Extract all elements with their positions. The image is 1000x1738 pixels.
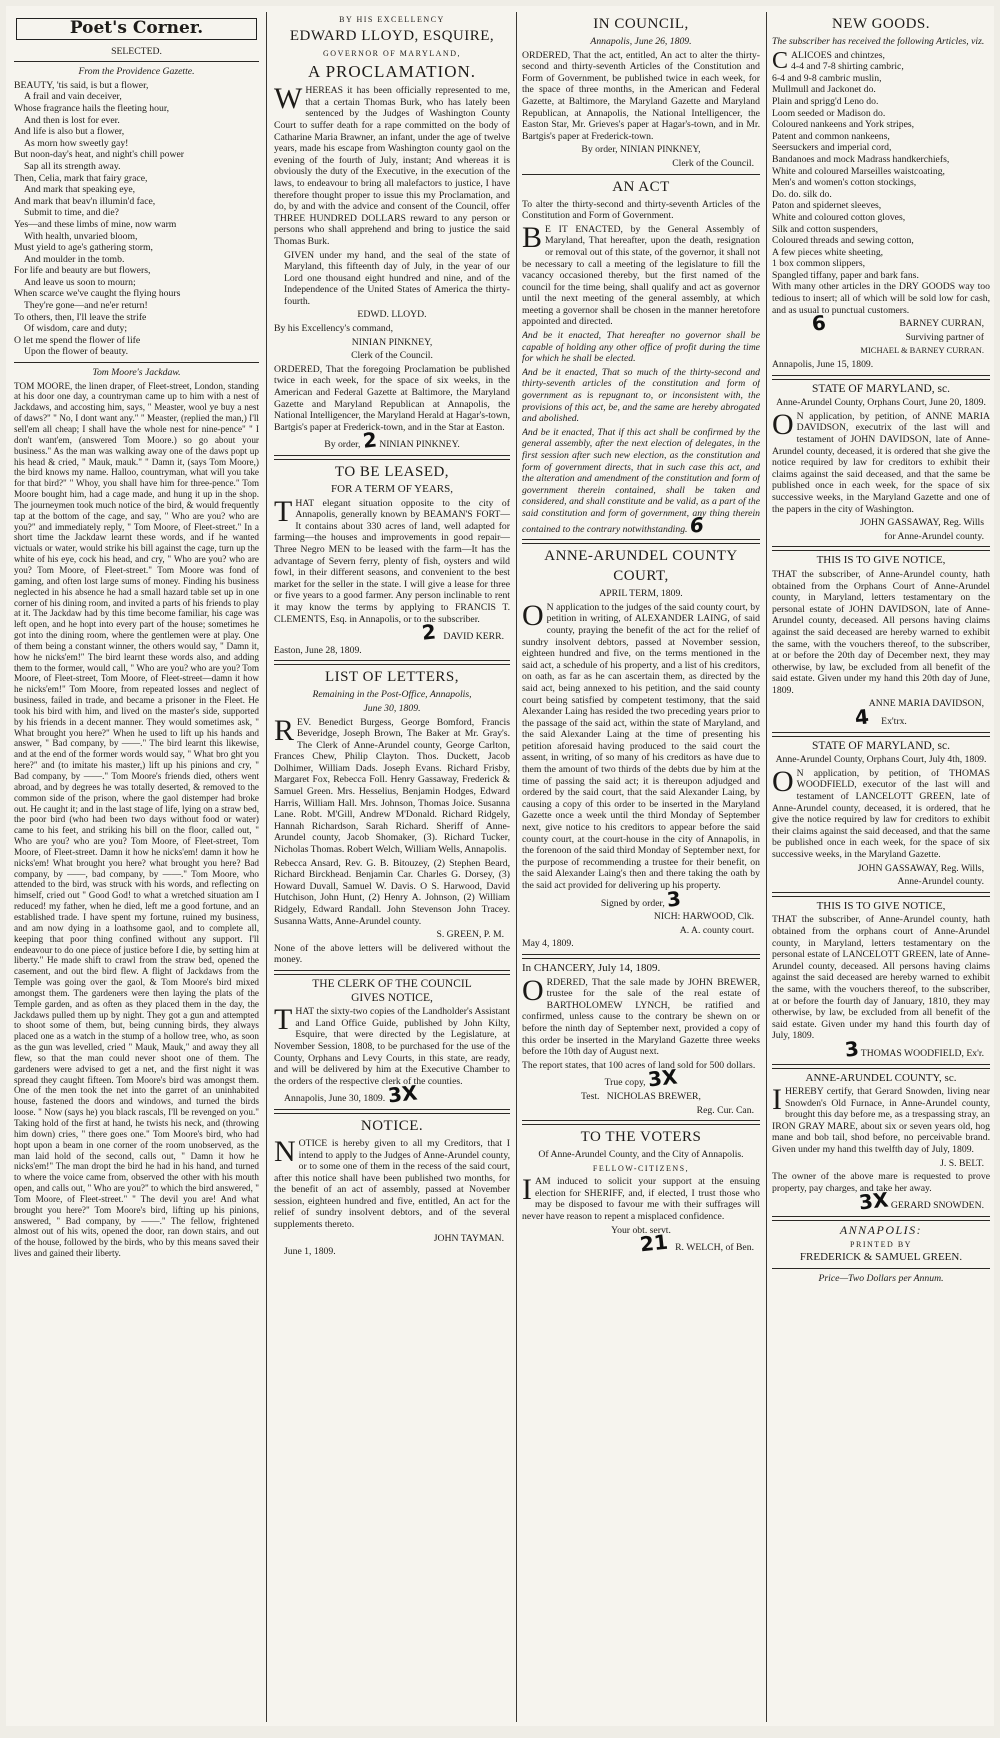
give-notice-title: THIS IS TO GIVE NOTICE, bbox=[816, 554, 946, 567]
poem-source: From the Providence Gazette. bbox=[78, 66, 195, 78]
handwritten-mark: 4 bbox=[853, 704, 871, 730]
lease-subtitle: FOR A TERM OF YEARS, bbox=[331, 483, 453, 495]
verse-line: Of wisdom, care and duty; bbox=[24, 323, 128, 335]
drop-cap: R bbox=[274, 713, 295, 747]
proclamation-body bbox=[274, 82, 510, 247]
clerk-notice-date bbox=[274, 1080, 510, 1108]
clerk-notice-text: HAT the sixty-two copies of the Landholder's Assistant and Land Office Guide, published by John Kilty, Esquire, that were directed by the Legislature, at November Session, 1808, to be purchased for the use of the County, Orphans and Levy Courts, in this state, are ready, and will be delivered by him at the Executive Chamber to the orders of the respective clerk of the counties. bbox=[274, 1006, 510, 1087]
verse-line: Whose fragrance hails the fleeting hour, bbox=[14, 102, 170, 114]
new-goods-signer bbox=[772, 310, 990, 336]
act-text-4: And be it enacted, That if this act shall be confirmed by the general assembly, after the next election of delegates, in the first session after such new election, as the constitution and form of government directs, that in such case this act, and the alteration and amendment of the constitution and form of government therein contained, shall be taken and considered, and shall constitute and be valid, as a part of the said constitution and form of government, any thing therein contained to the contrary notwithstanding. bbox=[522, 426, 760, 535]
drop-cap: O bbox=[772, 407, 794, 441]
handwritten-mark: 2 bbox=[361, 427, 378, 454]
verse-line: To others, then, I'll leave the strife bbox=[14, 311, 147, 323]
verse-line: A frail and vain deceiver, bbox=[24, 91, 122, 103]
handwritten-mark: 3X bbox=[857, 1187, 890, 1215]
voters-close: Your obt. servt. bbox=[611, 1224, 671, 1236]
stray-signer-2 bbox=[772, 1187, 990, 1215]
list-item: 1 box common slippers, bbox=[772, 258, 866, 270]
new-goods-intro: The subscriber has received the following Articles, viz. bbox=[772, 36, 985, 47]
state-md-signer-title: for Anne-Arundel county. bbox=[884, 530, 984, 542]
stray-title: ANNE-ARUNDEL COUNTY, sc. bbox=[805, 1071, 957, 1084]
by-order: By order, bbox=[581, 144, 618, 156]
divider bbox=[274, 455, 510, 460]
imprint-printers: FREDERICK & SAMUEL GREEN. bbox=[799, 1251, 963, 1264]
divider bbox=[772, 732, 990, 737]
proclamation-given: GIVEN under my hand, and the seal of the state of Maryland, this fifteenth day of July, in the year of our Lord one thousand eight hundred and nine, and of the Independence of the United States of America the thirty-fourth. bbox=[284, 249, 510, 307]
verse-line: Submit to time, and die? bbox=[24, 207, 119, 219]
drop-cap: I bbox=[772, 1083, 782, 1117]
newspaper-page bbox=[6, 6, 994, 1726]
letters-title: LIST OF LETTERS, bbox=[325, 669, 459, 686]
act-text: E IT ENACTED, by the General Assembly of Maryland, That hereafter, upon the death, resignation or removal out of this state, of the governor, it shall not be necessary to call a meeting of the legislature to fill the vacancy occasioned thereby, but the first named of the council for the time being, shall qualify and act as governor until the next meeting of the general assembly, at which meeting a governor shall be chosen in the manner heretofore appointed and directed. bbox=[522, 223, 760, 328]
list-item: 4-4 and 7-8 shirting cambric, bbox=[791, 61, 904, 73]
list-item: Mullmull and Jackonet do. bbox=[772, 84, 876, 96]
state-md-body bbox=[772, 407, 990, 515]
new-goods-title: NEW GOODS. bbox=[831, 16, 931, 32]
poem bbox=[14, 80, 259, 358]
divider bbox=[14, 362, 259, 363]
list-item: Paton and spidernet sleeves, bbox=[772, 200, 882, 212]
verse-line: And mark that speaking eye, bbox=[24, 184, 136, 196]
notice-date: June 1, 1809. bbox=[284, 1246, 336, 1258]
new-goods-signer-name: BARNEY CURRAN, bbox=[899, 318, 984, 330]
divider bbox=[274, 970, 510, 975]
drop-cap: W bbox=[274, 82, 303, 116]
clerk-notice-date-text: Annapolis, June 30, 1809. bbox=[284, 1093, 386, 1105]
proclamation-order-line bbox=[274, 427, 510, 454]
letters-date: June 30, 1809. bbox=[363, 702, 421, 714]
lease-title: TO BE LEASED, bbox=[334, 464, 450, 480]
verse-line: And moulder in the tomb. bbox=[24, 253, 125, 265]
divider bbox=[772, 1268, 990, 1269]
new-goods-signer-role: Surviving partner of bbox=[905, 331, 984, 343]
verse-line: For life and beauty are but flowers, bbox=[14, 265, 151, 277]
notice-title: NOTICE. bbox=[360, 1117, 424, 1134]
goods-list bbox=[772, 47, 990, 282]
divider bbox=[772, 1064, 990, 1069]
imprint-printed-by: PRINTED BY bbox=[850, 1239, 912, 1249]
handwritten-mark: 21 bbox=[638, 1229, 669, 1257]
list-item: Do. do. silk do. bbox=[772, 188, 832, 200]
list-item: White and coloured cotton gloves, bbox=[772, 211, 906, 223]
court-signer-title: A. A. county court. bbox=[679, 924, 754, 936]
letters-subtitle: Remaining in the Post-Office, Annapolis, bbox=[312, 689, 472, 701]
letters-note: None of the above letters will be delivered without the money. bbox=[274, 942, 510, 966]
test-label: Test. bbox=[581, 1090, 600, 1102]
divider bbox=[522, 539, 760, 544]
proclamation-ordered: ORDERED, That the foregoing Proclamation be published twice in each week, for the space of six weeks, in the American and Federal Gazette at Baltimore, the Maryland Gazette and Maryland Republican at Annapolis, the National Intelligencer, the Maryland Herald at Hagar's-town, Bartgis's paper at Frederick-town, and in the Star at Easton. bbox=[274, 363, 510, 433]
verse-line: And leave us soon to mourn; bbox=[24, 276, 136, 288]
state-md-court-2: Anne-Arundel County, Orphans Court, July 4th, 1809. bbox=[775, 754, 987, 766]
drop-cap: O bbox=[522, 973, 544, 1007]
court-title: ANNE-ARUNDEL COUNTY bbox=[544, 548, 738, 565]
lease-signer bbox=[274, 619, 510, 645]
imprint-city: ANNAPOLIS: bbox=[839, 1223, 923, 1238]
list-item: Spangled tiffany, paper and bark fans. bbox=[772, 269, 919, 281]
verse-line: As morn how sweetly gay! bbox=[24, 137, 129, 149]
column-3 bbox=[522, 14, 760, 1722]
column-rule bbox=[766, 12, 767, 1722]
column-rule bbox=[516, 12, 517, 1722]
verse-line: Must yield to age's gathering storm, bbox=[14, 242, 153, 254]
state-md-body-2 bbox=[772, 764, 990, 861]
court-term: APRIL TERM, 1809. bbox=[599, 588, 683, 600]
stray-signer: J. S. BELT. bbox=[940, 1157, 984, 1169]
stray-body bbox=[772, 1083, 990, 1156]
give-notice-title-2: THIS IS TO GIVE NOTICE, bbox=[816, 899, 946, 912]
handwritten-mark: 3X bbox=[386, 1080, 419, 1108]
list-item: Coloured threads and sewing cotton, bbox=[772, 235, 914, 247]
proclamation-office: GOVERNOR OF MARYLAND, bbox=[323, 48, 461, 58]
lease-body bbox=[274, 494, 510, 626]
executrix-label: Ex'trx. bbox=[881, 716, 907, 728]
verse-line: And mark that beav'n illumin'd face, bbox=[14, 195, 156, 207]
state-md-court: Anne-Arundel County, Orphans Court, June 20, 1809. bbox=[776, 397, 986, 409]
drop-cap: T bbox=[274, 1003, 293, 1037]
list-item: Silk and cotton suspenders, bbox=[772, 223, 879, 235]
divider bbox=[274, 660, 510, 665]
court-date: May 4, 1809. bbox=[522, 938, 574, 950]
voters-title: TO THE VOTERS bbox=[580, 1129, 702, 1146]
clerk-notice-title: THE CLERK OF THE COUNCIL bbox=[312, 977, 472, 990]
notice-signer: JOHN TAYMAN. bbox=[433, 1232, 504, 1244]
drop-cap: N bbox=[274, 1134, 296, 1168]
verse-line: Sap all its strength away. bbox=[24, 160, 121, 172]
council-order-line bbox=[522, 144, 760, 156]
give-notice-signer: ANNE MARIA DAVIDSON, bbox=[868, 698, 984, 710]
clerk-notice-subtitle: GIVES NOTICE, bbox=[351, 991, 433, 1004]
woodfield-signer: THOMAS WOODFIELD, Ex'r. bbox=[860, 1047, 984, 1059]
notice-text: OTICE is hereby given to all my Creditors, that I intend to apply to the Judges of Anne-Arundel county, or to some one of them in the recess of the said court, after this notice shall have been published two months, for the benefit of an act of assembly, passed at November session, eighteen hundred and five, entitled, An act for the relief of sundry insolvent debtors, and of the several supplements thereto. bbox=[274, 1137, 510, 1231]
story-text: TOM MOORE, the linen draper, of Fleet-street, London, standing at his door one day, a countryman came up to him with a nest of Jackdaws, and accosting him, says, " Measter, wool ye buy a nest of daws?" " No, I dont want any." " Measter, (replied the man,) I'll sell'em all cheap; I shall have the whole nest for nine-pence" " I don't want'em, (answered Tom Moore.) so go about your business." As the man was walking away one of the daws popt up his head & cried, " Mauk, mauk." " Damn it, (says Tom Moore,) the bird knows my name. Halloo, countryman, what will you take for that bird?" " Whoy, you shall have him for three-pence." Tom Moore bought him, had a cage made, and hung it up in the shop. The journeymen took much notice of the bird, & would frequently tap at the bottom of the cage, and say, " Who are you? who are you?" and immediately reply, " Tom Moore, of Fleet-street." In a short time the Jackdaw learnt these words, and if he wanted victuals or water, would strike his bill against the cage, turn up the white of his eye, cock his head, and cry, " Who are you? who are you? Tom Moore, of Fleet-street." Tom Moore was fond of gaming, and often lost large sums of money. Finding his business neglected in his absence he had a small hazard table set up in one corner of his dining room, and invited a parts of his friends to play at it. The Jackdaw had by this time become familiar, his cage was left open, and he hopt into every part of the house; sometimes he got into the dining room, where the gentlemen were at play. One of them being a constant winner, the others would say, " Damn it, how he nicks'em!" The bird learnt these words also, and adding them to the former, would call, " Who are you? who are you? Tom Moore, of Fleet-street, Tom Moore, of Fleet-street—damn it how he nicks'em!" Tom Moore, from repeated losses and neglect of business, failed in trade, and became a prisoner in the Fleet. He took his bird with him, and lived on the master's side, supported by his friends in a decent manner. They would sometimes ask, " What brought you here?" When he used to lift up his hands and answer, " Bad company, by ——." The bird learnt this likewise, and at the end of the former words would say, " What bro ght you here?" and (to imitate his master,) lift up his pinions and cry, " Bad company, by ——." Tom Moore's friends died, others went abroad, and by degrees he was totally deserted, & removed to the common side of the prison, where the gaol distemper had broke out. He caught it; and in the last stage of life, lying on a straw bed, the poor bird (who had been two days without food or water) came to his feet, and striking his bill on the floor, called out, " Who are you? who are you? Tom Moore, of Fleet-street, Tom Moore, of Fleet-street. Damn it how he nicks'em! damn it how he nicks'em! What brought you here? what brought you here? Bad company, by ——, bad company, by ——." Tom Moore, who attended to the bird, was struck with his words, and reflecting on himself, cried out " Good God! to what a wretched situation am I reduced! my father, when he died, left me a good fortune, and an established trade. I have spent my fortune, ruined my business, and am now dying in a loathsome gaol, and to complete all, keeping that poor thing confined without any support. I'll endeavour to do one piece of justice before I die, by setting him at liberty." He made shift to crawl from the straw bed, opened the casement, and out the bird flew. A flight of Jackdaws from the Temple was going over the gaol, & Tom Moore's bird mixed amongst them. The gardeners were then laying the plats of the Temple garden, and as often as they placed them in the day, the Jackdaws pulled them up by night. They got a gun and attempted to shoot some of them, but, being cunning birds, they always placed one as a watch in the stump of a hollow tree, who, as soon as the gun was levelled, cried " Mauk, Mauk," and away they all flew, so that the man could never shoot one of them. The gardeners were advised to get a net, and the first night it was spread they caught fifteen. Tom Moore's bird was amongst them. One of the men took the net into the garret of an uninhabited house, fastened the doors and windows, and turned the birds loose. " Now (says he) you black rascals, I'll be revenged on you." Taking hold of the first at hand, he twists his neck, and (throwing him down) cries, " there goes one." Tom Moore's bird, who had hopt upon a beam in one corner of the room unobserved, as the man laid hold of the second, calls out, " Damn it how he nicks'em!" The man dropt the bird he had in his hand, and turned to where the voice came from, observed the other with his mouth open, and calls out, " Who are you?" to which the bird answered, " Tom Moore, of Fleet-street." " The devil you are! And what brought you here?" Tom Moore's bird, lifting up his pinions, answered, " Bad company, by ——." The fellow, frightened almost out of his wits, opened the door, ran down stairs, and out of the house, followed by the birds, who by this means saved their lives and gained their liberty. bbox=[14, 380, 259, 1259]
court-signer: NICH: HARWOOD, Clk. bbox=[653, 911, 754, 923]
act-body-3: And be it enacted, That so much of the thirty-second and thirty-seventh articles of the constitution and form of government as is repugnant to, or inconsistent with, the provisions of this act, be, and the same are hereby abrogated and abolished. bbox=[522, 366, 760, 425]
divider bbox=[772, 892, 990, 897]
handwritten-mark: 6 bbox=[688, 511, 705, 538]
list-item: A few pieces white sheeting, bbox=[772, 246, 884, 258]
state-md-title: STATE OF MARYLAND, sc. bbox=[811, 382, 951, 395]
list-item: Patent and common nankeens, bbox=[772, 130, 890, 142]
drop-cap: I bbox=[522, 1173, 532, 1207]
new-goods-closing: With many other articles in the DRY GOODS way too tedious to insert; all of which will be sold low for cash, and as usual to punctual customers. bbox=[772, 281, 990, 316]
handwritten-mark: 3 bbox=[843, 1036, 860, 1062]
drop-cap: C bbox=[772, 47, 789, 74]
chancery-signer: NICHOLAS BREWER, bbox=[606, 1090, 701, 1102]
state-md-signer-2: JOHN GASSAWAY, Reg. Wills, bbox=[857, 862, 984, 874]
list-item: White and coloured Marseilles waistcoating, bbox=[772, 165, 945, 177]
state-md-signer: JOHN GASSAWAY, Reg. Wills bbox=[860, 517, 984, 529]
chancery-body bbox=[522, 973, 760, 1058]
lease-text: HAT elegant situation opposite to the city of Annapolis, generally known by BEAMAN'S FORT—It contains about 330 acres of land, well adapted for farming—the houses and improvements in good repair—Three Negro MEN to be leased with the farm—It has the advantage of Severn ferry, plenty of fish, oysters and wild fowl, in their different seasons, and convenient to the best market for the seller in the state. I will give a lease for three or five years to a good farmer. Any person inclinable to rent it may know the terms by applying to FRANCIS T. CLEMENTS, Esq. in Annapolis, or to the subscriber. bbox=[274, 497, 510, 625]
court-subtitle: COURT, bbox=[613, 568, 669, 585]
divider bbox=[522, 1120, 760, 1125]
council-date: Annapolis, June 26, 1809. bbox=[590, 36, 692, 47]
drop-cap: T bbox=[274, 494, 293, 528]
new-goods-firm: MICHAEL & BARNEY CURRAN. bbox=[860, 345, 984, 356]
story-title: Tom Moore's Jackdaw. bbox=[92, 367, 181, 379]
list-item: Plain and sprigg'd Leno do. bbox=[772, 95, 879, 107]
drop-cap: O bbox=[772, 764, 794, 798]
handwritten-mark: 3 bbox=[665, 885, 683, 912]
proclamation-text: HEREAS it has been officially represented to me, that a certain Thomas Burk, who has lately been sentenced by the Judges of Washington County Court to suffer death for a rape committed on the body of Catharine Maria Brawner, an infant, under the age of twelve years, made his escape from Washington county gaol on the evening of the fourth of July, instant; And whereas it is obviously the duty of the Executive, in the execution of the laws, to endeavour to bring all malefactors to justice, I have therefore thought proper to issue this my Proclamation, and do, by and with the advice and consent of the Council, offer THREE HUNDRED DOLLARS reward to any person or persons who shall apprehend and bring to justice the said Thomas Burk. bbox=[274, 85, 510, 247]
proclamation-signer: EDWD. LLOYD. bbox=[357, 309, 427, 321]
council-title: IN COUNCIL, bbox=[593, 16, 689, 32]
proclamation-clerk: NINIAN PINKNEY, bbox=[351, 336, 433, 348]
list-item: Seersuckers and imperial cord, bbox=[772, 142, 892, 154]
list-item: 6-4 and 9-8 cambric muslin, bbox=[772, 72, 882, 84]
divider bbox=[522, 954, 760, 959]
act-body-1 bbox=[522, 220, 760, 328]
list-item: Bandanoes and mock Madrass handkerchiefs, bbox=[772, 153, 950, 165]
snowden-signer: GERARD SNOWDEN. bbox=[890, 1200, 984, 1212]
verse-line: Upon the flower of beauty. bbox=[24, 346, 129, 358]
column-rule bbox=[266, 12, 267, 1722]
divider bbox=[772, 375, 990, 380]
give-notice-body-2: THAT the subscriber, of Anne-Arundel county, hath obtained from the orphans court of Anne-Arundel county, in Maryland, letters testamentary on the personal estate of LANCELOTT GREEN, late of Anne-Arundel county, deceased. All persons having claims against the said deceased are hereby warned to exhibit the same, with the vouchers thereof, to the subscriber, at or before the fourth day of January, 1810, they may otherwise, by law, be excluded from all benefit of the said estate. Given under my hand this fourth day of July, 1809. bbox=[772, 914, 990, 1042]
act-body-4 bbox=[522, 426, 760, 538]
chancery-signer-title: Reg. Cur. Can. bbox=[696, 1104, 754, 1116]
verse-line: Yes—and these limbs of mine, now warm bbox=[14, 218, 177, 230]
handwritten-mark: 2 bbox=[420, 619, 438, 645]
give-notice-signer-2 bbox=[772, 1036, 990, 1062]
state-md-title-2: STATE OF MARYLAND, sc. bbox=[811, 739, 951, 752]
list-item: Coloured nankeens and York stripes, bbox=[772, 119, 915, 131]
proclamation-title: A PROCLAMATION. bbox=[307, 62, 477, 82]
voters-subtitle: Of Anne-Arundel County, and the City of Annapolis. bbox=[538, 1149, 744, 1161]
column-2 bbox=[274, 14, 510, 1722]
chancery-text: RDERED, That the sale made by JOHN BREWER, trustee for the sale of the real estate of BARTHOLOMEW LYNCH, be ratified and confirmed, unless cause to the contrary be shewn on or before the ninth day of September next, provided a copy of this order be inserted in the Maryland Gazette three weeks before the 10th day of August next. bbox=[522, 976, 760, 1058]
stray-text: HEREBY certify, that Gerard Snowden, living near Snowden's Old Furnace, in Anne-Arundel county, brought this day before me, as a trespassing stray, an IRON GRAY MARE, about six or seven years old, hog mane and bob tail, shod before, no perceivable brand. Given under my hand this twelfth day of July, 1809. bbox=[772, 1086, 990, 1156]
state-md-text-2: N application, by petition, of THOMAS WOODFIELD, executor of the last will and testament of LANCELOTT GREEN, late of Anne-Arundel county, deceased, it is ordered, that he give the notice required by law for creditors to exhibit their claims against the said deceased, and that the same be published once in each week, for the space of six successive weeks, in the Maryland Gazette. bbox=[772, 767, 990, 860]
act-body-2: And be it enacted, That hereafter no governor shall be capable of holding any other office of profit during the time for which he shall be elected. bbox=[522, 330, 760, 365]
verse-line: O let me spend the flower of life bbox=[14, 334, 141, 346]
true-copy: True copy, bbox=[604, 1077, 646, 1089]
divider bbox=[772, 546, 990, 551]
state-md-text: N application, by petition, of ANNE MARIA DAVIDSON, executrix of the last will and testament of JOHN DAVIDSON, late of Anne-Arundel county, deceased, it is ordered that she give the notice required by law for creditors to exhibit their claims against the said deceased, and that the same be published once in each week, for the space of six successive weeks, in the Maryland Gazette and one of the papers in the city of Washington. bbox=[772, 410, 990, 515]
voters-signer-name: R. WELCH, of Ben. bbox=[675, 1242, 754, 1254]
state-md-signer-title-2: Anne-Arundel county. bbox=[897, 876, 984, 888]
letters-text: EV. Benedict Burgess, George Bomford, Francis Beveridge, Joseph Brown, The Baker at Mr. Gray's. The Clerk of Anne-Arundel county, George Carlton, Frances Chew, Philip Clayton. Thos. Duckett, Jacob Dolhimer, William Dads. Joseph Evans. Richard Frisby, Margaret Fox, Rebecca Foll. Henry Gassaway, Frederick & Samuel Green. Mrs. Hesselius, Benjamin Hodges, Edward Harris, William Hall. Mrs. Johnson, Thomas Joice. Susanna Lane. Robt. M'Gill, Andrew M'Donald. Richard Ridgely, Hannah Richardson, Sarah Richard. Sheriff of Anne-Arundel county, Jacob Shomaker, (3). Richard Tucker, Nicholas Thomas. Robert Welch, William Wells, Annapolis. bbox=[274, 716, 510, 856]
verse-line: And then is lost for ever. bbox=[24, 114, 120, 126]
column-1 bbox=[14, 14, 259, 1722]
voters-text: AM induced to solicit your support at the ensuing election for SHERIFF, and, if elected, I trust those who may be disposed to favour me with their suffrages will never have reason to repent a misplaced confidence. bbox=[522, 1176, 760, 1223]
letters-signer: S. GREEN, P. M. bbox=[436, 929, 504, 941]
handwritten-mark: 6 bbox=[810, 310, 828, 336]
divider bbox=[14, 61, 259, 62]
drop-cap: O bbox=[522, 598, 544, 632]
verse-line: They're gone—and ne'er return! bbox=[24, 300, 148, 312]
proclamation-name: EDWARD LLOYD, ESQUIRE, bbox=[289, 27, 495, 44]
council-signer-title: Clerk of the Council. bbox=[672, 157, 754, 169]
court-signed bbox=[522, 885, 760, 912]
verse-line: BEAUTY, 'tis said, is but a flower, bbox=[14, 79, 149, 91]
voters-body bbox=[522, 1173, 760, 1223]
chancery-test bbox=[522, 1091, 760, 1103]
lease-date: Easton, June 28, 1809. bbox=[274, 644, 362, 656]
notice-body bbox=[274, 1134, 510, 1231]
divider bbox=[274, 1109, 510, 1114]
letters-body bbox=[274, 713, 510, 856]
letters-body-2: Rebecca Ansard, Rev. G. B. Bitouzey, (2) Stephen Beard, Richard Birckhead. Benjamin Car. Charles G. Dorsey, (3) Howard Duvall, Samuel W. Davis. O S. Harwood, David Hutchison, John Hunt, (2) Henry A. Johnson, (2) William Ridgely, Edward Randall. John Stevenson John Tracey. Susanna Watts, Anne-Arundel county. bbox=[274, 857, 510, 927]
verse-line: Then, Celia, mark that fairy grace, bbox=[14, 172, 148, 184]
list-item: Men's and women's cotton stockings, bbox=[772, 177, 917, 189]
goods-item: ALICOES and chintzes, bbox=[791, 49, 885, 61]
proclamation-command: By his Excellency's command, bbox=[274, 323, 394, 335]
list-item: Loom seeded or Madison do. bbox=[772, 107, 886, 119]
council-signer: NINIAN PINKNEY, bbox=[620, 144, 701, 156]
chancery-title: In CHANCERY, July 14, 1809. bbox=[522, 961, 661, 974]
divider bbox=[522, 174, 760, 175]
clerk-notice-body bbox=[274, 1003, 510, 1087]
give-notice-body: THAT the subscriber, of Anne-Arundel county, hath obtained from the Orphans Court of Anne-Arundel county, in Maryland, letters testamentary on the personal estate of JOHN DAVIDSON, late of Anne-Arundel county, deceased. All persons having claims against the said deceased are hereby warned to exhibit the same, with the vouchers thereof, to the subscriber, at or before the 20th day of December next, they may otherwise, by law, be excluded from all benefit of the said estate. Given under my hand this 20th day of June, 1809. bbox=[772, 568, 990, 696]
court-body bbox=[522, 598, 760, 892]
proclamation-by: BY HIS EXCELLENCY bbox=[339, 15, 445, 24]
verse-line: And life is also but a flower, bbox=[14, 126, 125, 138]
lease-signer-name: DAVID KERR. bbox=[443, 631, 504, 643]
verse-line: But noon-day's heat, and night's chill power bbox=[14, 149, 185, 161]
order-signature: NINIAN PINKNEY. bbox=[379, 439, 460, 451]
imprint-price: Price—Two Dollars per Annum. bbox=[818, 1272, 944, 1284]
voters-salute: FELLOW-CITIZENS, bbox=[592, 1163, 690, 1173]
drop-cap: B bbox=[522, 220, 543, 254]
divider bbox=[772, 1216, 990, 1221]
column-4 bbox=[772, 14, 990, 1722]
chancery-report: The report states, that 100 acres of land sold for 500 dollars. bbox=[522, 1059, 756, 1071]
verse-line: With health, unvaried bloom, bbox=[24, 230, 138, 242]
act-subtitle: To alter the thirty-second and thirty-seventh Articles of the Constitution and Form of Government. bbox=[522, 198, 760, 222]
signed-by: Signed by order, bbox=[600, 897, 665, 909]
act-title: AN ACT bbox=[612, 178, 670, 195]
new-goods-date: Annapolis, June 15, 1809. bbox=[772, 359, 874, 371]
by-order: By order, bbox=[324, 439, 361, 451]
selected-heading: SELECTED. bbox=[111, 45, 162, 57]
poets-corner-title: Poet's Corner. bbox=[16, 18, 257, 40]
verse-line: When scarce we've caught the flying hours bbox=[14, 288, 181, 300]
proclamation-clerk-title: Clerk of the Council. bbox=[351, 350, 433, 362]
council-body: ORDERED, That the act, entitled, An act to alter the thirty-second and thirty-seventh Articles of the Constitution and Form of Government, be published twice in each week, for the space of three months, in the American and Federal Gazette, at Baltimore, the Maryland Gazette and Maryland Republican, at Annapolis, the National Intelligencer, the Easton Star, Mr. Grieves's paper at Hagar's-town, and in Mr. Bartgis's paper at Frederick-town. bbox=[522, 49, 760, 142]
handwritten-mark: 3X bbox=[646, 1064, 679, 1092]
court-text: N application to the judges of the said county court, by petition in writing, of ALEXANDER LAING, of said county, praying the benefit of the act for the relief of sundry insolvent debtors, passed at November session, eighteen hundred and five, on the terms mentioned in the said act, a schedule of his property, and a list of his creditors, on oath, as far as he can ascertain them, as directed by the said act, being annexed to his petition, and the said county court being satisfied by competent testimony, that the said Alexander Laing has resided the two preceding years prior to the passage of the said act, within the state of Maryland, and the said Alexander Laing at the time of presenting his petition aforesaid having produced to the said court the assent, in writing, of so many of his creditors as have due to them the amount of two thirds of the debts due by him at the time of passing the said act; it is thereupon adjudged and ordered by the said court, that the said Alexander Laing, by causing a copy of this order to be inserted in the Maryland Gazette once a week until the third Monday of September next, give notice to his creditors to appear before the said county court, at the court-house in the city of Annapolis, in the forenoon of the said third Monday of September next, for the purpose of recommending a trustee for their benefit, on the said Alexander Laing's then and there taking the oath by the said act provided for delivering up his property. bbox=[522, 601, 760, 891]
stray-owner: The owner of the above mare is requested to prove property, pay charges, and take her away. bbox=[772, 1171, 990, 1194]
